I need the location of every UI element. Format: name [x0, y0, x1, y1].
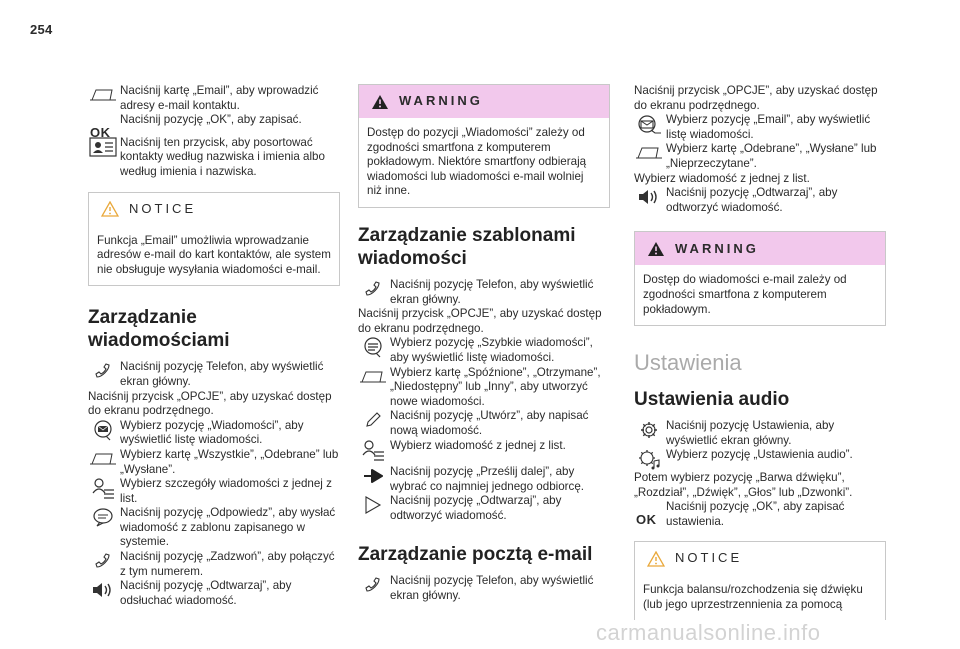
messages-step-3: Wybierz pozycję „Wiadomości”, aby wyświetlić listę wiadomości. — [88, 419, 340, 448]
notice-box-audio — [634, 541, 886, 620]
audio-settings-icon — [634, 448, 664, 470]
templates-step-2: Naciśnij przycisk „OPCJE”, aby uzyskać dostęp do ekranu podrzędnego. — [358, 307, 602, 335]
ok-step-text: Naciśnij pozycję „OK”, aby zapisać. — [120, 113, 302, 127]
watermark: carmanualsonline.info — [596, 620, 821, 645]
messages-step-4: Wybierz kartę „Wszystkie”, „Odebrane” lub „Wysłane”. — [88, 448, 340, 477]
notice-triangle-icon — [647, 551, 665, 567]
email-step-5: Wybierz wiadomość z jednej z list. — [634, 171, 810, 185]
heading-settings: Ustawienia — [634, 350, 742, 376]
settings-step-2: Wybierz pozycję „Ustawienia audio”. — [634, 448, 886, 463]
email-step-2: Naciśnij przycisk „OPCJE”, aby uzyskać dostęp do ekranu podrzędnego. — [634, 84, 878, 112]
tab-icon — [634, 142, 664, 164]
sort-contacts-icon — [88, 136, 118, 158]
sort-step-text: Naciśnij ten przycisk, aby posortować kontakty według nazwiska i imienia albo według imienia i nazwiska. — [120, 135, 325, 178]
ok-step — [88, 113, 340, 141]
warning-box-email — [634, 231, 886, 326]
warning-box-messages — [358, 84, 610, 208]
warning-triangle-icon — [371, 94, 389, 110]
templates-step-6: Wybierz wiadomość z jednej z list. — [358, 439, 610, 454]
warning-text: Dostęp do wiadomości e-mail zależy od zgodności smartfona z komputerem pokładowym. — [643, 273, 847, 316]
heading-templates: Zarządzanie szablonami wiadomości — [358, 224, 576, 269]
email-step-6: Naciśnij pozycję „Odtwarzaj”, aby odtworzyć wiadomość. — [634, 186, 886, 215]
notice-text: Funkcja „Email” umożliwia wprowadzanie adresów e-mail do kart kontaktów, ale system nie obsługuje wysyłania wiadomości e-mail. — [97, 233, 331, 276]
email-step-3: Wybierz pozycję „Email”, aby wyświetlić listę wiadomości. — [634, 113, 886, 142]
tab-icon — [358, 366, 388, 388]
email-tab-step — [88, 84, 340, 113]
quick-messages-icon — [358, 336, 388, 358]
list-details-icon — [358, 439, 388, 461]
templates-step-8: Naciśnij pozycję „Odtwarzaj”, aby odtworzyć wiadomość. — [358, 494, 610, 523]
notice-title: NOTICE — [129, 200, 197, 216]
phone-icon — [88, 550, 118, 572]
messages-step-6: Naciśnij pozycję „Odpowiedz”, aby wysłać wiadomość z zablonu zapisanego w systemie. — [88, 506, 340, 550]
templates-step-7: Naciśnij pozycję „Prześlij dalej”, aby wybrać co najmniej jednego odbiorcę. — [358, 465, 610, 494]
notice-header — [89, 193, 339, 226]
notice-title: NOTICE — [675, 550, 743, 566]
messages-step-7: Naciśnij pozycję „Zadzwoń”, aby połączyć z tym numerem. — [88, 550, 340, 579]
phone-icon — [358, 278, 388, 300]
warning-triangle-icon — [647, 241, 665, 257]
heading-audio-settings: Ustawienia audio — [634, 389, 790, 411]
sort-step — [88, 136, 340, 180]
pencil-icon — [358, 409, 388, 431]
messages-step-1: Naciśnij pozycję Telefon, aby wyświetlić ekran główny. — [88, 360, 340, 389]
play-icon — [358, 494, 388, 516]
speaker-icon — [88, 579, 118, 601]
column-3 — [634, 84, 886, 620]
phone-icon — [358, 574, 388, 596]
column-1 — [88, 84, 340, 608]
settings-step-3: Potem wybierz pozycję „Barwa dźwięku”, „Rozdział”, „Dźwięk”, „Głos” lub „Dzwonki”. — [634, 470, 853, 499]
email-step-4: Wybierz kartę „Odebrane”, „Wysłane” lub „Nieprzeczytane”. — [634, 142, 886, 171]
notice-header — [635, 542, 885, 575]
messages-icon — [88, 419, 118, 441]
email-step-1: Naciśnij pozycję Telefon, aby wyświetlić ekran główny. — [358, 574, 610, 603]
settings-step-4: OK Naciśnij pozycję „OK”, aby zapisać ustawienia. — [636, 500, 845, 528]
ok-icon: OK — [636, 512, 657, 528]
ok-icon: OK — [90, 125, 111, 141]
phone-icon — [88, 360, 118, 382]
messages-step-5: Wybierz szczegóły wiadomości z jednej z list. — [88, 477, 340, 506]
tab-icon — [88, 84, 118, 106]
email-tab-text: Naciśnij kartę „Email”, aby wprowadzić adresy e-mail kontaktu. — [120, 84, 319, 112]
heading-email: Zarządzanie pocztą e-mail — [358, 544, 593, 566]
heading-messages: Zarządzanie wiadomościami — [88, 307, 230, 352]
column-2 — [358, 84, 610, 604]
speaker-icon — [634, 186, 664, 208]
page-number: 254 — [30, 22, 53, 37]
templates-step-4: Wybierz kartę „Spóźnione”, „Otrzymane”, „Niedostępny” lub „Inny”, aby utworzyć nowe wiadomości. — [358, 366, 610, 410]
reply-icon — [88, 506, 118, 528]
forward-icon — [358, 465, 388, 487]
notice-box — [88, 192, 340, 287]
warning-text: Dostęp do pozycji „Wiadomości” zależy od zgodności smartfona z komputerem pokładowym. Niektóre smartfony odbierają wiadomości lub wiadomości e-mail wolniej niż inne. — [367, 126, 587, 198]
templates-step-3: Wybierz pozycję „Szybkie wiadomości”, aby wyświetlić listę wiadomości. — [358, 336, 610, 365]
warning-header — [635, 232, 885, 265]
email-icon — [634, 113, 664, 135]
settings-step-1: Naciśnij pozycję Ustawienia, aby wyświetlić ekran główny. — [634, 419, 886, 448]
list-details-icon — [88, 477, 118, 499]
notice-triangle-icon — [101, 201, 119, 217]
templates-step-1: Naciśnij pozycję Telefon, aby wyświetlić ekran główny. — [358, 278, 610, 307]
gear-icon — [634, 419, 664, 441]
warning-title: WARNING — [399, 93, 483, 109]
warning-title: WARNING — [675, 240, 759, 256]
templates-step-5: Naciśnij pozycję „Utwórz”, aby napisać nową wiadomość. — [358, 409, 610, 438]
messages-step-8: Naciśnij pozycję „Odtwarzaj”, aby odsłuchać wiadomość. — [88, 579, 340, 608]
tab-icon — [88, 448, 118, 470]
messages-step-2: Naciśnij przycisk „OPCJE”, aby uzyskać dostęp do ekranu podrzędnego. — [88, 389, 332, 418]
notice-text: Funkcja balansu/rozchodzenia się dźwięku (lub jego uprzestrzennienia za pomocą — [643, 583, 863, 611]
warning-header — [359, 85, 609, 118]
